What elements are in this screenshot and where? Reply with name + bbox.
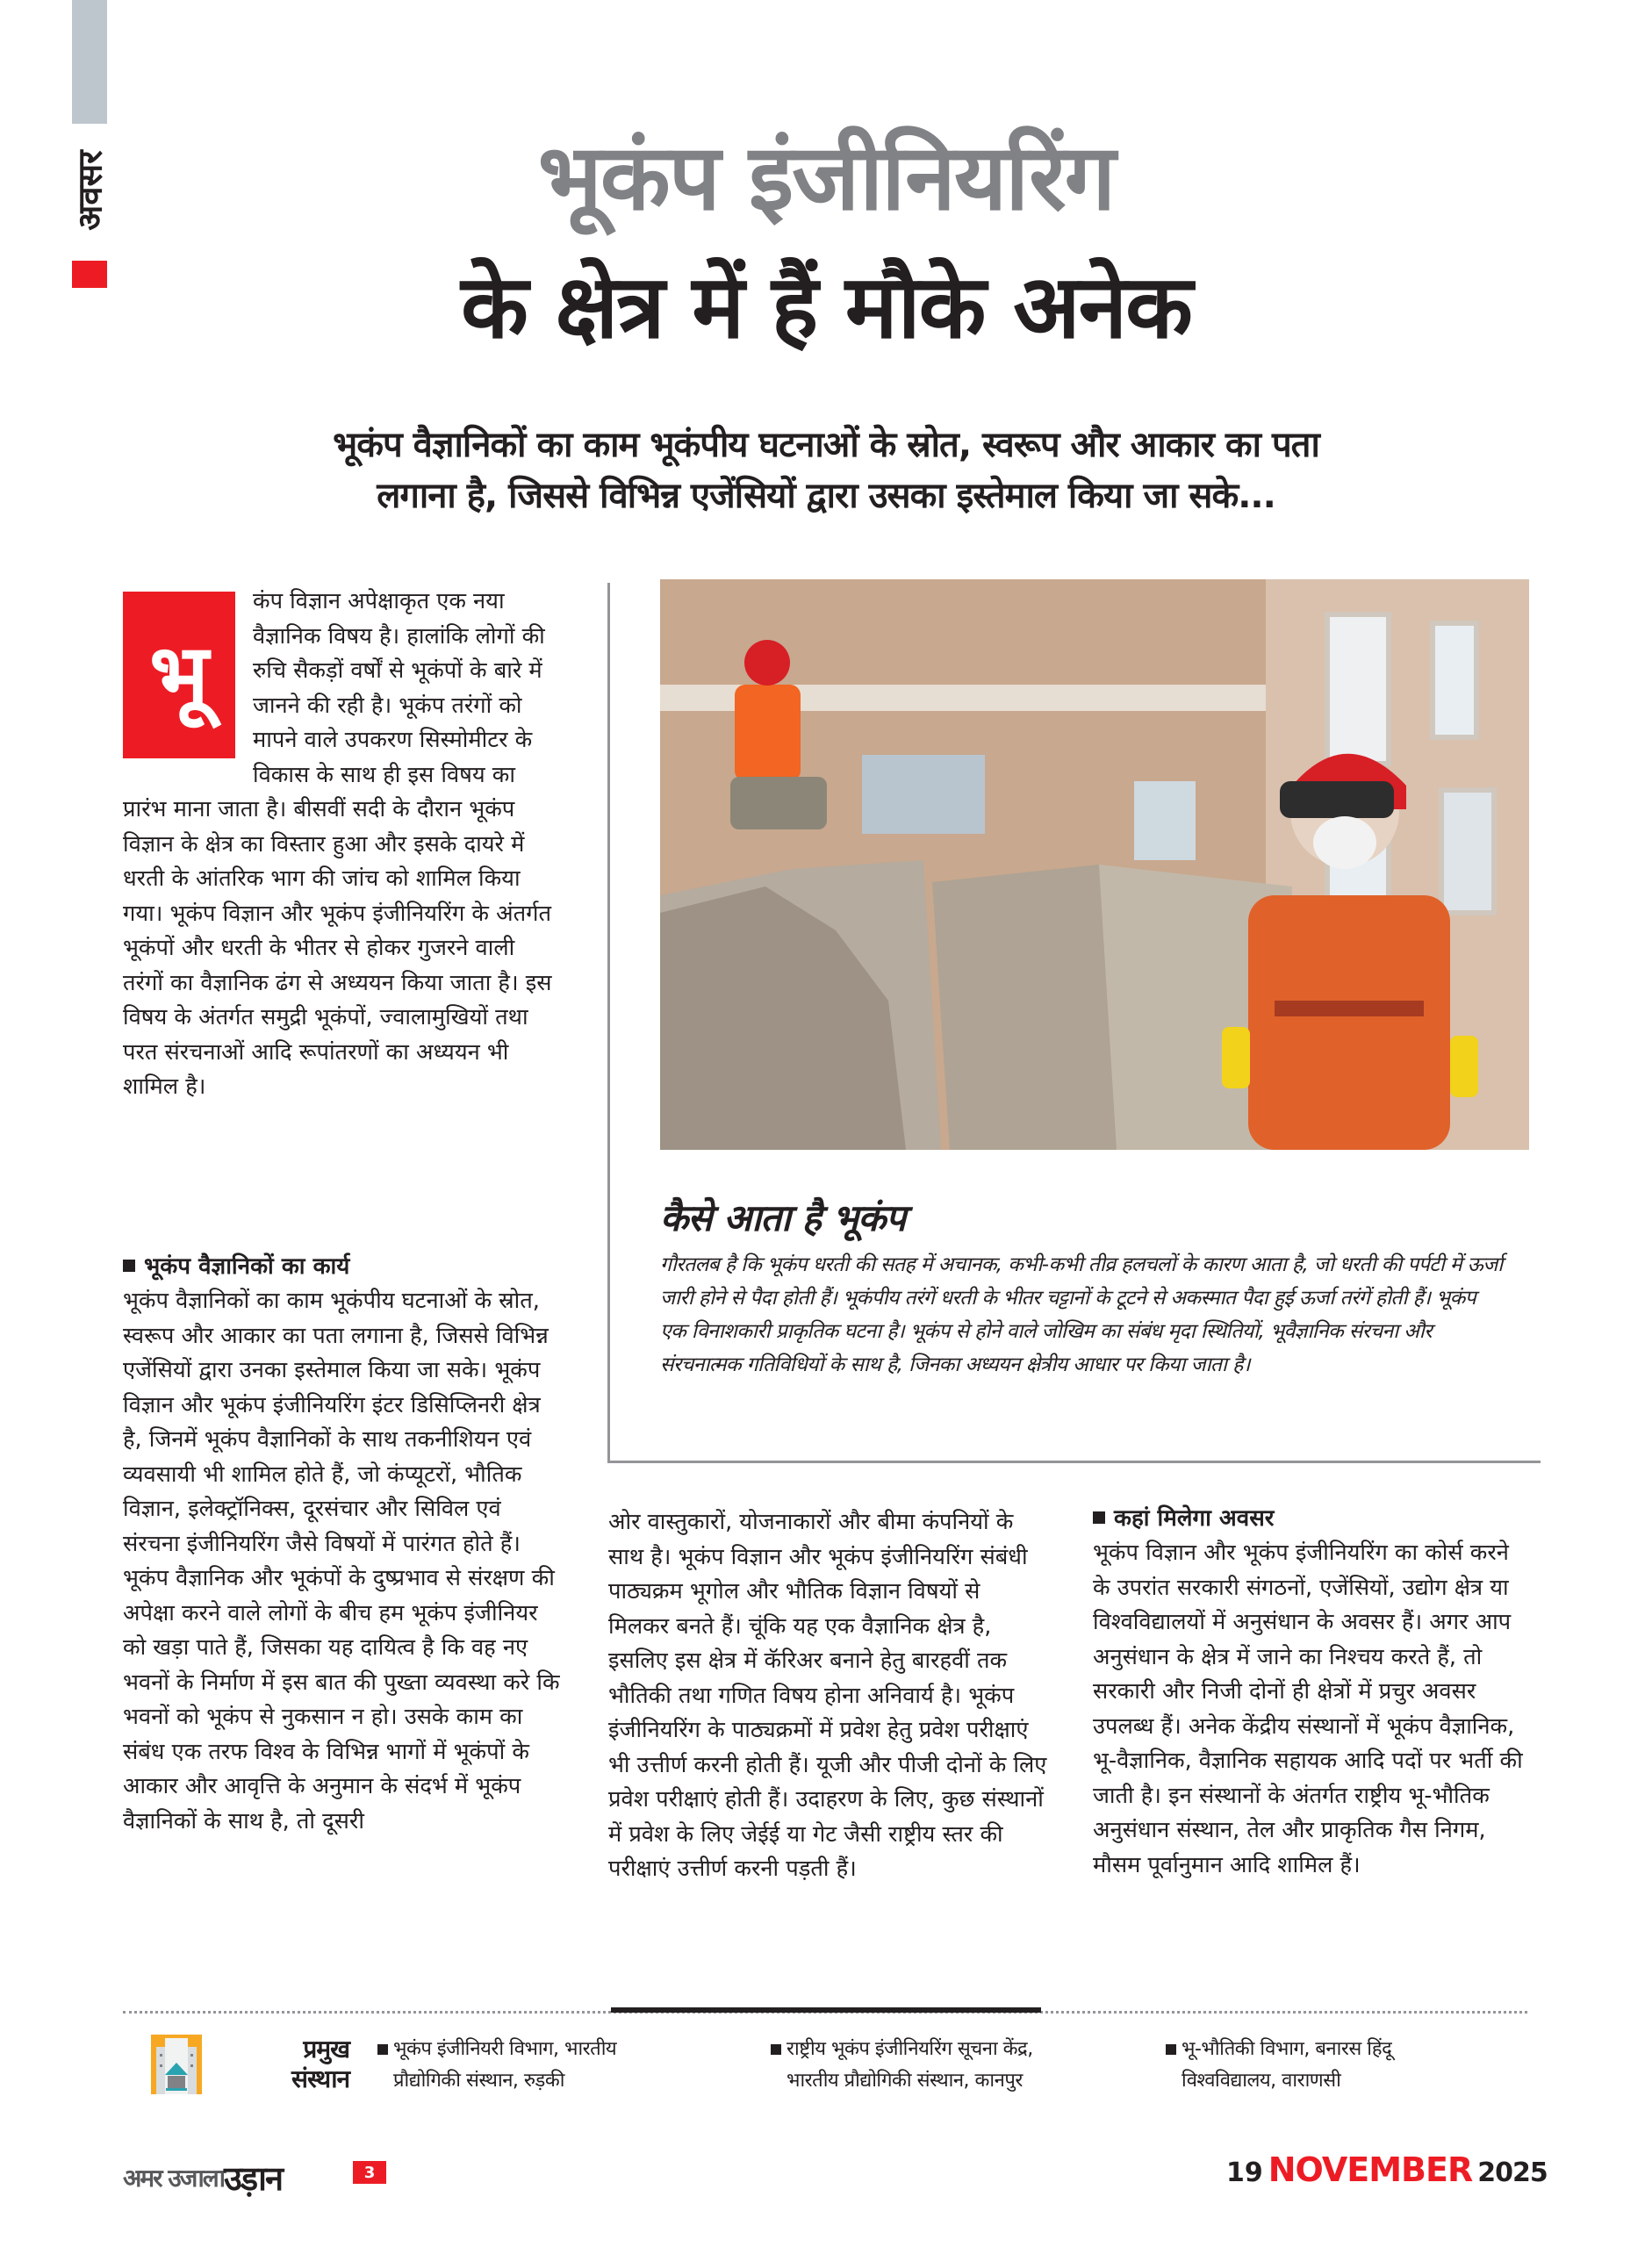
intro-column [123, 585, 562, 1105]
opportunity-section [1093, 1501, 1532, 1883]
separator-solid [611, 2007, 1041, 2013]
institution-line-2: भारतीय प्रौद्योगिकी संस्थान, कानपुर [786, 2070, 1023, 2092]
institution-line-2: प्रौद्योगिकी संस्थान, रुड़की [393, 2070, 564, 2092]
institution-item [377, 2034, 693, 2097]
bullet-square-icon [1093, 1511, 1105, 1524]
headline-line-2: के क्षेत्र में हैं मौके अनेक [461, 255, 1191, 358]
institutions-heading-line-2: संस्थान [291, 2064, 349, 2093]
date-day: 19 [1226, 2157, 1263, 2188]
work-paragraph: भूकंप वैज्ञानिकों का काम भूकंपीय घटनाओं के स्रोत, स्वरूप और आकार का पता लगाना है, जिससे विभिन्न एजेंसियों द्वारा उनका इस्तेमाल किया जा सके। भूकंप विज्ञान और भूकंप इंजीनियरिंग इंटर डिसिप्लिनरी क्षेत्र है, जिनमें भूकंप वैज्ञानिकों के साथ तकनीशियन एवं व्यवसायी भी शामिल होते हैं, जो कंप्यूटरों, भौतिक विज्ञान, इलेक्ट्रॉनिक्स, दूरसंचार और सिविल एवं संरचना इंजीनियरिंग जैसे विषयों में पारंगत होते हैं। भूकंप वैज्ञानिक और भूकंपों के दुष्प्रभाव से संरक्षण की अपेक्षा करने वाले लोगों के बीच हम भूकंप इंजीनियर को खड़ा पाते हैं, जिसका यह दायित्व है कि वह नए भवनों के निर्माण में इस बात की पुख्ता व्यवस्था करे कि भवनों को भूकंप से नुकसान न हो। उसके काम का संबंध एक तरफ विश्व के विभिन्न भागों में भूकंपों के आकार और आवृत्ति के अनुमान के संदर्भ में भूकंप वैज्ञानिकों के साथ है, तो दूसरी [123, 1288, 560, 1834]
page-number: 3 [353, 2161, 386, 2184]
issue-date [1226, 2150, 1548, 2189]
opportunity-paragraph: भूकंप विज्ञान और भूकंप इंजीनियरिंग का कोर्स करने के उपरांत सरकारी संगठनों, एजेंसियों, उद्योग क्षेत्र या विश्वविद्यालयों में अनुसंधान के अवसर हैं। अगर आप अनुसंधान के क्षेत्र में जाने का निश्चय करते हैं, तो सरकारी और निजी दोनों ही क्षेत्रों में प्रचुर अवसर उपलब्ध हैं। अनेक केंद्रीय संस्थानों में भूकंप वैज्ञानिक, भू-वैज्ञानिक, वैज्ञानिक सहायक आदि पदों पर भर्ती की जाती है। इन संस्थानों के अंतर्गत राष्ट्रीय भू-भौतिक अनुसंधान संस्थान, तेल और प्राकृतिक गैस निगम, मौसम पूर्वानुमान आदि शामिल हैं। [1093, 1540, 1523, 1878]
infobox-title: कैसे आता है भूकंप [660, 1196, 906, 1239]
brand-name: अमर उजाला [123, 2164, 224, 2193]
institutions-heading-line-1: प्रमुख [303, 2035, 349, 2064]
headline-line-1: भूकंप इंजीनियरिंग [537, 124, 1115, 231]
section-label-text: अवसर [71, 150, 111, 231]
opportunity-subheading-text: कहां मिलेगा अवसर [1114, 1505, 1275, 1532]
work-subheading [123, 1249, 562, 1284]
work-continued-paragraph: ओर वास्तुकारों, योजनाकारों और बीमा कंपनियों के साथ है। भूकंप विज्ञान और भूकंप इंजीनियरिंग संबंधी पाठ्यक्रम भूगोल और भौतिक विज्ञान विषयों से मिलकर बनते हैं। चूंकि यह एक वैज्ञानिक क्षेत्र है, इसलिए इस क्षेत्र में कॅरिअर बनाने हेतु बारहवीं तक भौतिकी तथा गणित विषय होना अनिवार्य है। भूकंप इंजीनियरिंग के पाठ्यक्रमों में प्रवेश हेतु प्रवेश परीक्षाएं भी उत्तीर्ण करनी होती हैं। यूजी और पीजी दोनों के लिए प्रवेश परीक्षाएं होती हैं। उदाहरण के लिए, कुछ संस्थानों में प्रवेश के लिए जेईई या गेट जैसी राष्ट्रीय स्तर की परीक्षाएं उत्तीर्ण करनी पड़ती हैं। [608, 1509, 1047, 1882]
bullet-square-icon [771, 2044, 781, 2055]
work-continued-column [608, 1505, 1047, 1887]
institutions-heading [246, 2035, 349, 2094]
infobox-text: गौरतलब है कि भूकंप धरती की सतह में अचानक, कभी-कभी तीव्र हलचलों के कारण आता है, जो धरती की पर्पटी में ऊर्जा जारी होने से पैदा होती हैं। भूकंपीय तरंगें धरती के भीतर चट्टानों के टूटने से अकस्मात पैदा हुई ऊर्जा तरंगें होती हैं। भूकंप एक विनाशकारी प्राकृतिक घटना है। भूकंप से होने वाले जोखिम का संबंध मृदा स्थितियों, भूवैज्ञानिक संरचना और संरचनात्मक गतिविधियों के साथ है, जिनका अध्ययन क्षेत्रीय आधार पर किया जाता है। [660, 1253, 1503, 1376]
institution-line-1: राष्ट्रीय भूकंप इंजीनियरिंग सूचना केंद्र, [786, 2038, 1033, 2060]
deck [176, 420, 1476, 521]
bullet-square-icon [1166, 2044, 1176, 2055]
deck-line-2: लगाना है, जिससे विभिन्न एजेंसियों द्वारा उसका इस्तेमाल किया जा सके... [377, 476, 1275, 516]
building-icon [151, 2035, 202, 2094]
institution-line-2: विश्वविद्यालय, वाराणसी [1182, 2070, 1341, 2092]
section-bar [72, 0, 107, 124]
deck-line-1: भूकंप वैज्ञानिकों का काम भूकंपीय घटनाओं के स्रोत, स्वरूप और आकार का पता [333, 425, 1319, 465]
bullet-square-icon [123, 1260, 135, 1272]
institution-line-1: भूकंप इंजीनियरी विभाग, भारतीय [393, 2038, 617, 2060]
date-year: 2025 [1477, 2157, 1548, 2188]
brand-supplement: उड़ान [223, 2159, 283, 2198]
dropcap: भू [123, 592, 235, 758]
photo-illustration [660, 579, 1529, 1150]
bullet-square-icon [377, 2044, 388, 2055]
intro-paragraph: कंप विज्ञान अपेक्षाकृत एक नया वैज्ञानिक विषय है। हालांकि लोगों की रुचि सैकड़ों वर्षों से भूकंपों के बारे में जानने की रही है। भूकंप तरंगों को मापने वाले उपकरण सिस्मोमीटर के विकास के साथ ही इस विषय का प्रारंभ माना जाता है। बीसवीं सदी के दौरान भूकंप विज्ञान के क्षेत्र का विस्तार हुआ और इसके दायरे में धरती के आंतरिक भाग की जांच को शामिल किया गया। भूकंप विज्ञान और भूकंप इंजीनियरिंग के अंतर्गत भूकंपों और धरती के भीतर से होकर गुजरने वाली तरंगों का वैज्ञानिक ढंग से अध्ययन किया जाता है। इस विषय के अंतर्गत समुद्री भूकंपों, ज्वालामुखियों तथा परत संरचनाओं आदि रूपांतरणों का अध्ययन भी शामिल है। [123, 588, 552, 1100]
work-subheading-text: भूकंप वैज्ञानिकों का कार्य [144, 1253, 350, 1280]
rescue-workers-photo [660, 579, 1529, 1150]
institution-item [1166, 2034, 1482, 2097]
work-section [123, 1249, 562, 1839]
date-month: NOVEMBER [1268, 2150, 1473, 2189]
opportunity-subheading [1093, 1501, 1532, 1536]
institution-item [771, 2034, 1139, 2097]
publication-logo [123, 2159, 283, 2198]
institution-line-1: भू-भौतिकी विभाग, बनारस हिंदू [1182, 2038, 1392, 2060]
